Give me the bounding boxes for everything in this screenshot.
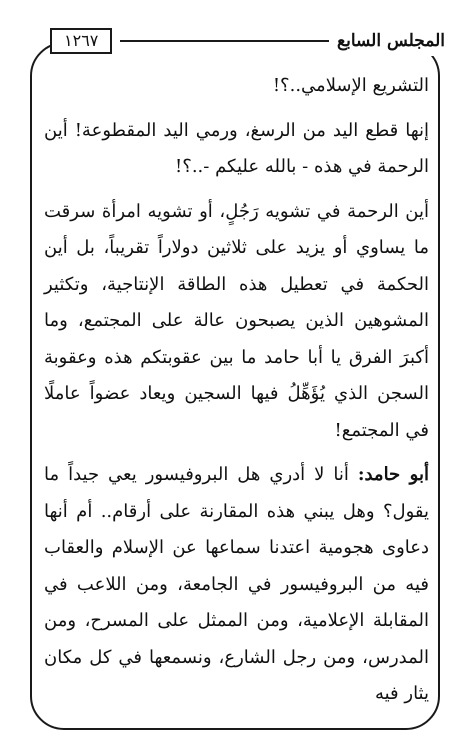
page-number: ١٢٦٧ — [50, 28, 112, 54]
paragraph-question: إنها قطع اليد من الرسغ، ورمي اليد المقطوعة! أين الرحمة في هذه - بالله عليكم -..؟! — [44, 119, 429, 177]
paragraph-reply — [44, 457, 429, 713]
speaker-name: أبو حامد: — [357, 464, 429, 485]
chapter-title: المجلس السابع — [337, 31, 445, 51]
page-header — [50, 26, 445, 56]
paragraph-intro: التشريع الإسلامي..؟! — [272, 75, 429, 96]
header-rule — [120, 40, 329, 42]
reply-text: أنا لا أدري هل البروفيسور يعي جيداً ما يقول؟ وهل يبني هذه المقارنة على أرقام.. أم أنها دعاوى هجومية اعتدنا سماعها عن الإسلام والعقاب فيه من البروفيسور في الجامعة، ومن اللاعب في المقابلة الإعلامية، ومن الممثل على المسرح، ومن المدرس، ومن رجل الشارع، ونسمعها في كل مكان يثار فيه — [44, 464, 429, 704]
page-body — [44, 68, 429, 713]
paragraph-argument: أين الرحمة في تشويه رَجُلٍ، أو تشويه امرأة سرقت ما يساوي أو يزيد على ثلاثين دولاراً تقريباً، بل أين الحكمة في تعطيل هذه الطاقة الإنتاجية، وتكثير المشوهين الذين يصبحون عالة على المجتمع، وما أكبرَ الفرق يا أبا حامد ما بين عقوبتكم هذه وعقوبة السجن الذي يُؤَهِّلُ فيها السجين ويعاد عضواً عاملًا في المجتمع! — [44, 200, 429, 441]
